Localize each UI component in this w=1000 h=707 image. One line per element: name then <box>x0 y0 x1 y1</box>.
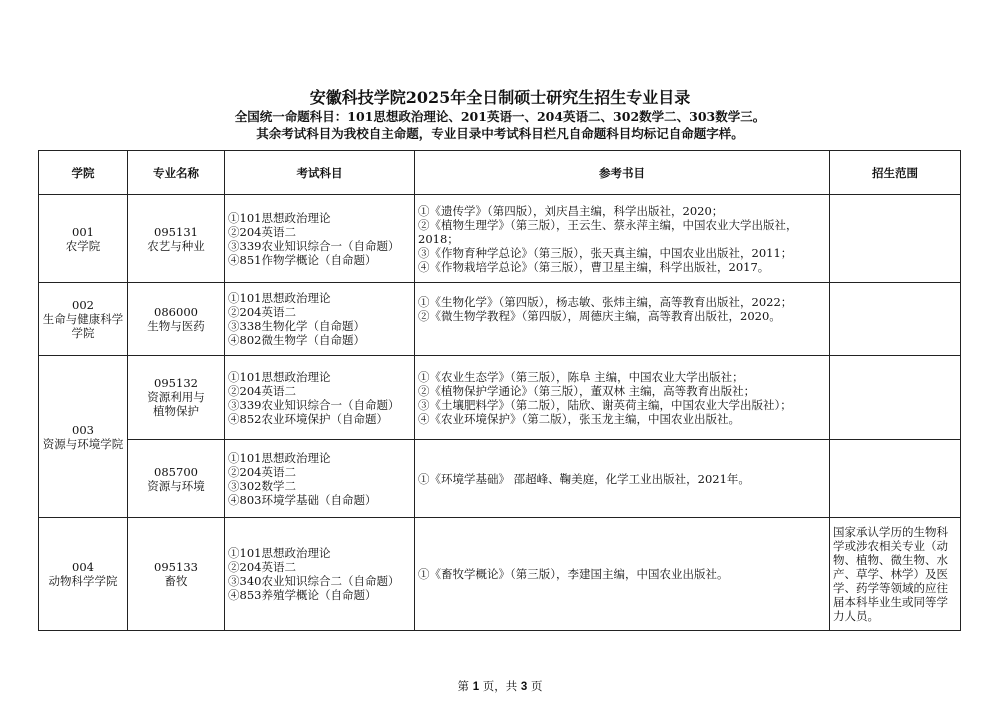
college-code: 003 <box>72 422 94 437</box>
exam-item: ③302数学二 <box>228 478 296 493</box>
ref-item: ①《农业生态学》（第三版），陈阜 主编，中国农业大学出版社； <box>418 369 744 384</box>
major-code: 095132 <box>154 376 198 390</box>
major-name: 资源与环境 <box>147 478 205 493</box>
program-catalog-table <box>38 150 961 631</box>
subtitle-line-1: 全国统一命题科目：101思想政治理论、201英语一、204英语二、302数学二、303数学三。 <box>234 109 766 124</box>
major-cell <box>128 440 225 518</box>
major-code: 085700 <box>154 464 198 479</box>
major-cell <box>128 518 225 631</box>
exam-cell <box>225 518 415 631</box>
major-code: 095133 <box>154 560 198 574</box>
ref-item: ①《环境学基础》 邵超峰、鞠美庭，化学工业出版社，2021年。 <box>418 471 750 486</box>
college-name: 动物科学学院 <box>48 574 118 588</box>
college-name: 农学院 <box>65 238 101 253</box>
refs-cell <box>415 440 830 518</box>
refs-cell <box>415 195 830 283</box>
ref-item: ①《遗传学》（第四版），刘庆昌主编，科学出版社，2020； <box>418 203 724 218</box>
footer-total-pages: 3 <box>520 681 528 693</box>
exam-cell <box>225 356 415 440</box>
subtitle-line-2: 其余考试科目为我校自主命题，专业目录中考试科目栏凡自命题科目均标记自命题字样。 <box>256 126 744 141</box>
table-row <box>39 440 961 518</box>
major-name: 畜牧 <box>164 574 188 588</box>
exam-item: ②204英语二 <box>228 305 296 319</box>
table-header-row <box>39 151 961 195</box>
college-code: 004 <box>72 560 94 574</box>
exam-item: ③339农业知识综合一（自命题） <box>228 238 400 253</box>
table-row <box>39 195 961 283</box>
header-exam: 考试科目 <box>225 151 415 195</box>
footer-middle: 页，共 <box>482 679 518 693</box>
college-code: 002 <box>72 298 94 312</box>
exam-cell <box>225 195 415 283</box>
document-header <box>0 88 1000 142</box>
scope-cell <box>830 356 961 440</box>
exam-item: ①101思想政治理论 <box>228 450 331 465</box>
footer-page-number: 1 <box>472 681 480 693</box>
exam-cell <box>225 283 415 356</box>
ref-item: ②《微生物学教程》（第四版），周德庆主编，高等教育出版社，2020。 <box>418 309 781 323</box>
header-scope: 招生范围 <box>830 151 961 195</box>
exam-item: ③340农业知识综合二（自命题） <box>228 574 400 588</box>
major-cell <box>128 195 225 283</box>
page-footer <box>0 678 1000 694</box>
exam-item: ②204英语二 <box>228 464 296 479</box>
major-code: 086000 <box>154 305 198 319</box>
exam-item: ①101思想政治理论 <box>228 291 331 305</box>
major-name-line-1: 资源利用与 <box>147 390 205 404</box>
exam-item: ②204英语二 <box>228 224 296 239</box>
exam-cell <box>225 440 415 518</box>
header-refs: 参考书目 <box>415 151 830 195</box>
ref-item: ③《作物育种学总论》（第三版），张天真主编，中国农业出版社，2011； <box>418 245 793 260</box>
ref-item: ④《作物栽培学总论》（第三版），曹卫星主编，科学出版社，2017。 <box>418 259 770 274</box>
major-cell <box>128 356 225 440</box>
scope-cell <box>830 283 961 356</box>
exam-item: ④803环境学基础（自命题） <box>228 492 377 507</box>
college-cell <box>39 356 128 518</box>
exam-item: ③339农业知识综合一（自命题） <box>228 397 400 412</box>
table-row <box>39 283 961 356</box>
ref-item: ②《植物生理学》（第三版），王云生、蔡永萍主编，中国农业大学出版社，2018； <box>418 217 798 246</box>
exam-item: ④852农业环境保护（自命题） <box>228 411 388 426</box>
major-name-line-2: 植物保护 <box>153 404 199 418</box>
college-cell <box>39 195 128 283</box>
exam-item: ④853养殖学概论（自命题） <box>228 588 377 602</box>
scope-cell: 国家承认学历的生物科学或涉农相关专业（动物、植物、微生物、水产、草学、林学）及医学、药学等领域的应往届本科毕业生或同等学力人员。 <box>830 518 961 631</box>
major-name: 生物与医药 <box>147 319 205 333</box>
exam-item: ④851作物学概论（自命题） <box>228 252 377 267</box>
table-row <box>39 518 961 631</box>
college-code: 001 <box>72 224 94 239</box>
header-college: 学院 <box>39 151 128 195</box>
refs-cell <box>415 356 830 440</box>
college-name: 生命与健康科学学院 <box>42 312 124 340</box>
ref-item: ①《畜牧学概论》（第三版），李建国主编，中国农业出版社。 <box>418 567 729 581</box>
exam-item: ③338生物化学（自命题） <box>228 319 365 333</box>
table-row <box>39 356 961 440</box>
footer-prefix: 第 <box>457 679 470 693</box>
exam-item: ②204英语二 <box>228 560 296 574</box>
ref-item: ②《植物保护学通论》（第三版），董双林 主编，高等教育出版社； <box>418 383 756 398</box>
ref-item: ③《土壤肥料学》（第二版），陆欣、谢英荷主编，中国农业大学出版社）； <box>418 397 792 412</box>
major-name: 农艺与种业 <box>147 238 205 253</box>
major-cell <box>128 283 225 356</box>
refs-cell <box>415 518 830 631</box>
exam-item: ④802微生物学（自命题） <box>228 333 365 347</box>
scope-cell <box>830 195 961 283</box>
exam-item: ①101思想政治理论 <box>228 546 331 560</box>
header-major: 专业名称 <box>128 151 225 195</box>
footer-suffix: 页 <box>530 679 543 693</box>
ref-item: ①《生物化学》（第四版），杨志敏、张炜主编，高等教育出版社，2022； <box>418 295 793 309</box>
document-title: 安徽科技学院2025年全日制硕士研究生招生专业目录 <box>309 88 691 107</box>
college-cell <box>39 518 128 631</box>
exam-item: ①101思想政治理论 <box>228 369 331 384</box>
major-code: 095131 <box>154 224 198 239</box>
college-cell <box>39 283 128 356</box>
refs-cell <box>415 283 830 356</box>
ref-item: ④《农业环境保护》（第二版），张玉龙主编，中国农业出版社。 <box>418 411 740 426</box>
exam-item: ①101思想政治理论 <box>228 210 331 225</box>
scope-cell <box>830 440 961 518</box>
exam-item: ②204英语二 <box>228 383 296 398</box>
college-name: 资源与环境学院 <box>42 436 124 451</box>
